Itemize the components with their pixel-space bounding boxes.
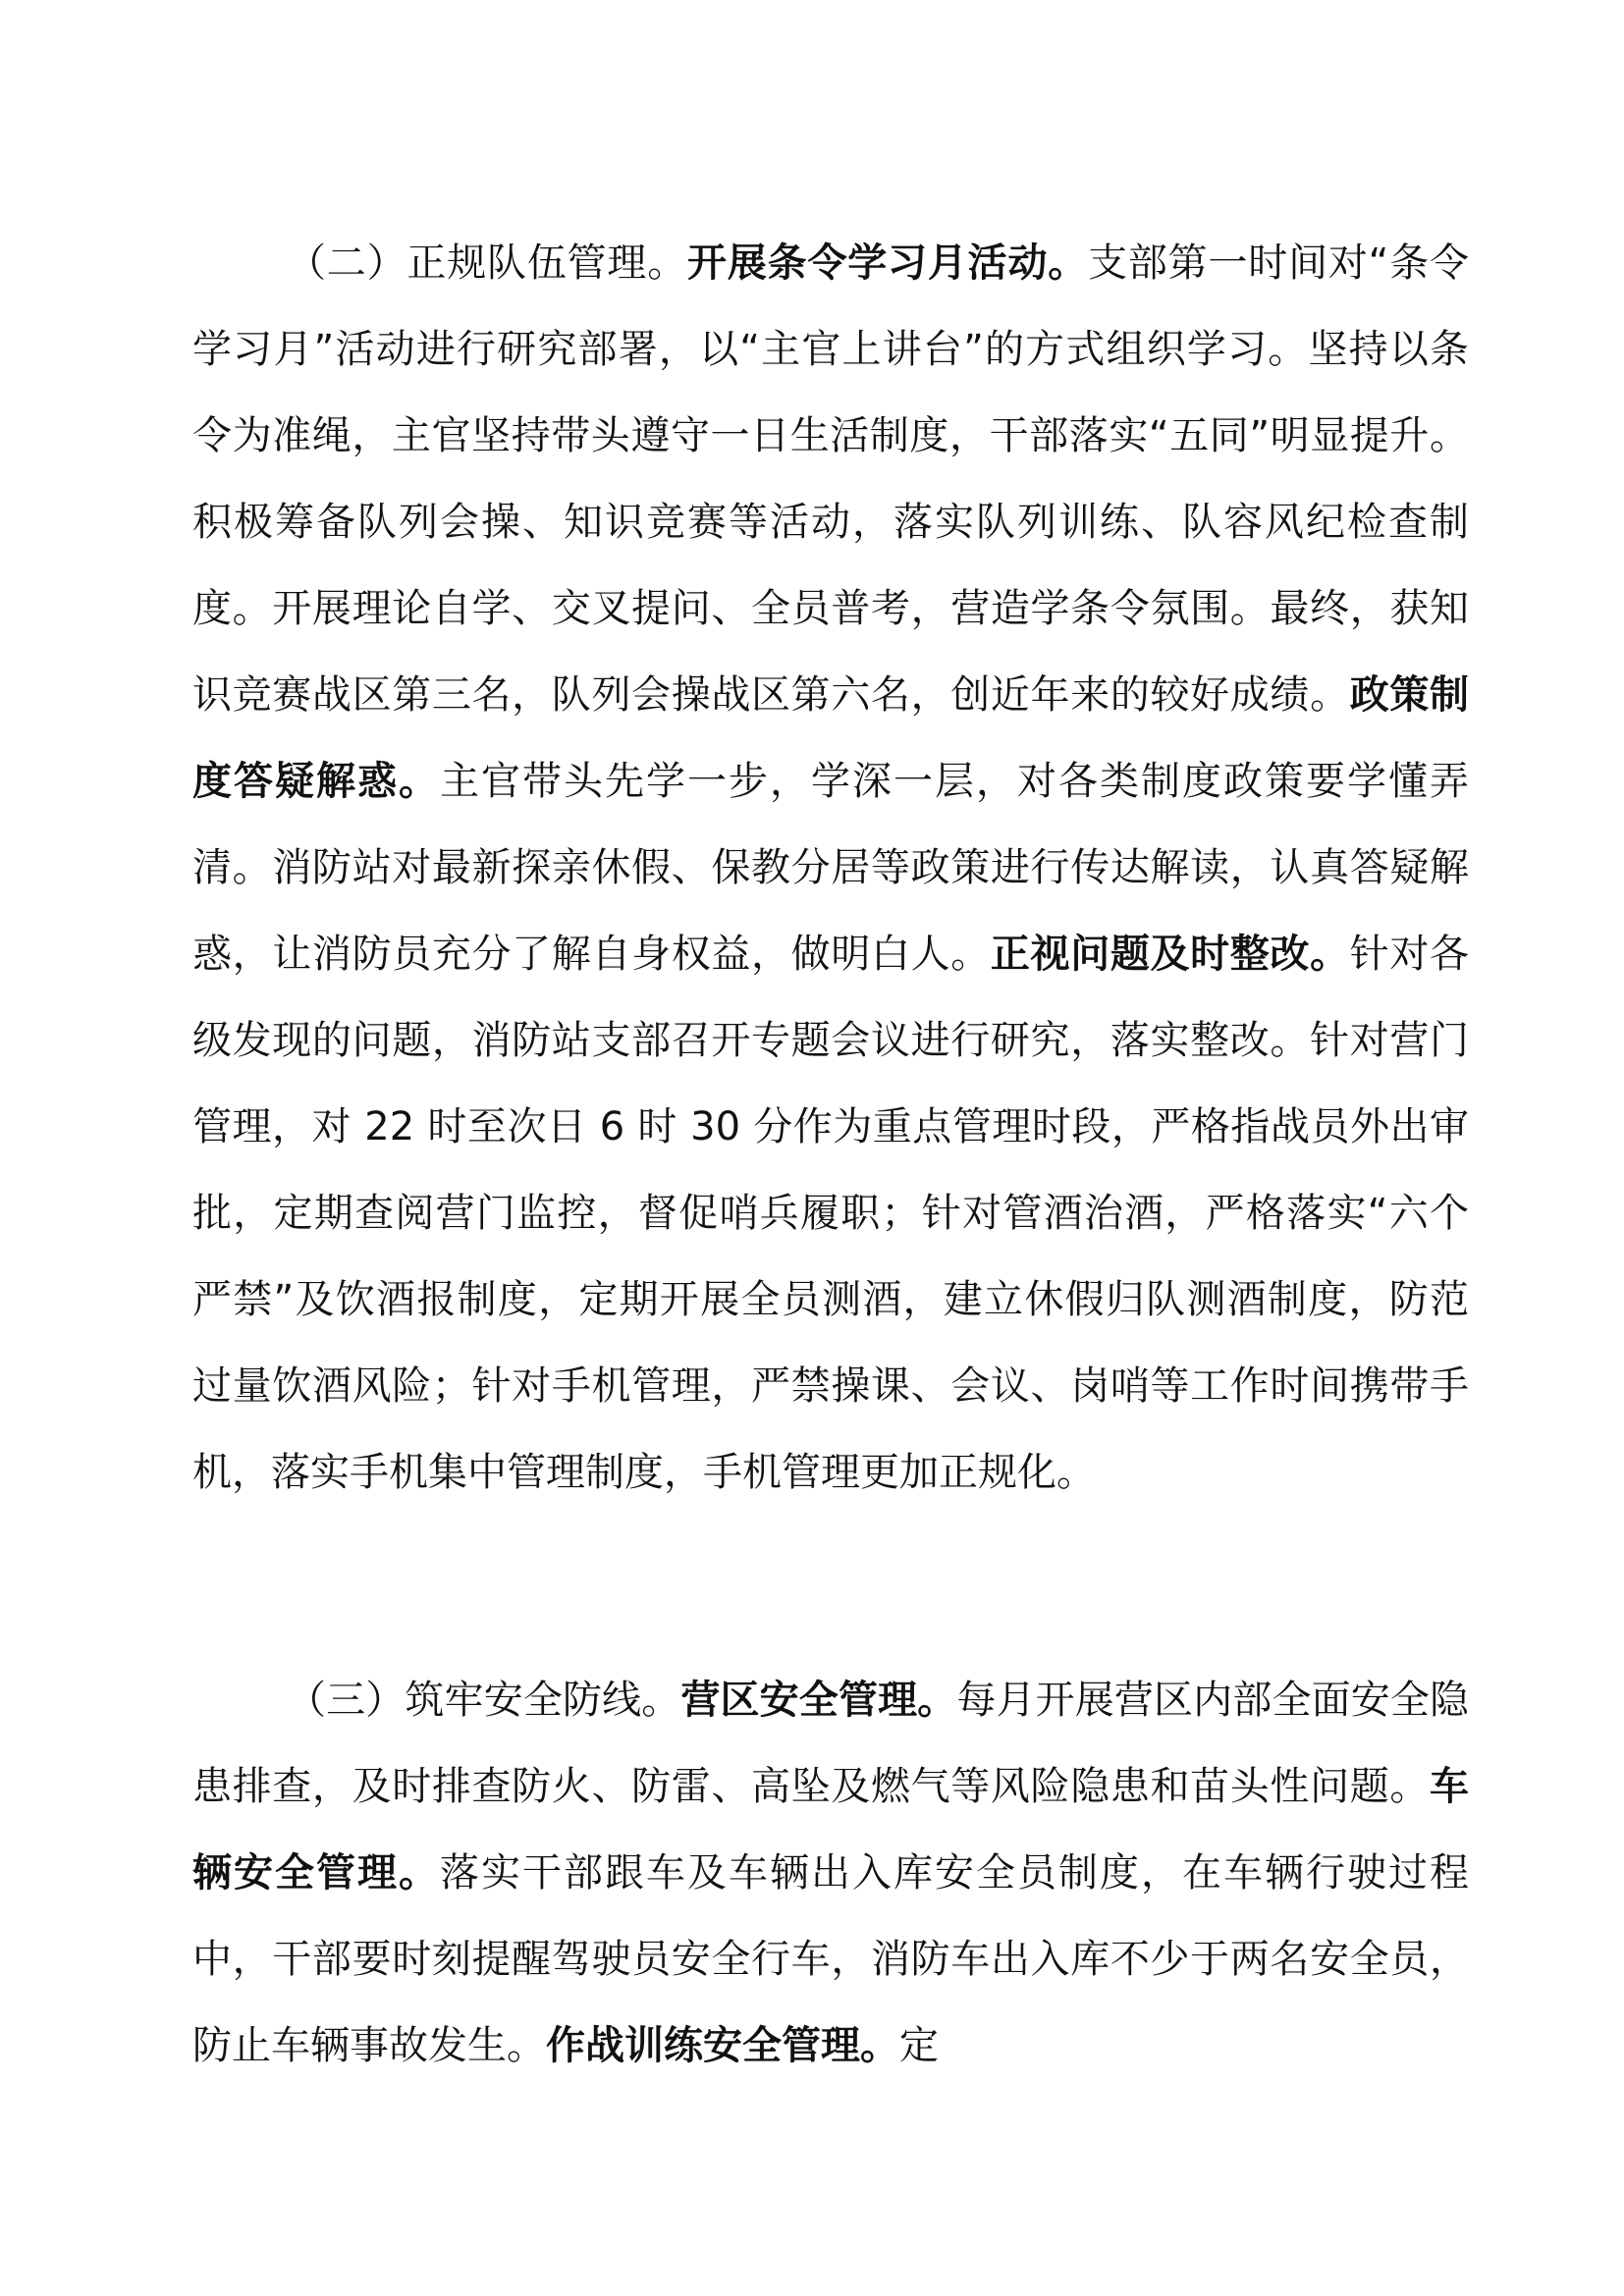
body-text: 落实干部跟车及车辆出入库安全员制度，在车辆行驶过程中，干部要时刻提醒驾驶员安全行车，消防车出入库不少于两名安全员，防止车辆事故发生。 [192, 1850, 1469, 2068]
bold-subheading: 作战训练安全管理。 [546, 2023, 899, 2068]
paragraph-safety-line [192, 1657, 1469, 2089]
paragraph-text [192, 1657, 1469, 2089]
paragraph-text [192, 220, 1469, 1516]
body-text: 主官带头先学一步，学深一层，对各类制度政策要学懂弄清。消防站对最新探亲休假、保教分居等政策进行传达解读，认真答疑解惑，让消防员充分了解自身权益，做明白人。 [192, 759, 1469, 977]
bold-subheading: 车辆安全管理。 [192, 1764, 1469, 1896]
body-text: 定 [899, 2023, 939, 2068]
bold-subheading: 开展条令学习月活动。 [687, 240, 1089, 286]
bold-subheading: 政策制度答疑解惑。 [192, 672, 1470, 804]
body-text: 每月开展营区内部全面安全隐患排查，及时排查防火、防雷、高坠及燃气等风险隐患和苗头性问题。 [192, 1678, 1470, 1809]
bold-subheading: 营区安全管理。 [680, 1678, 957, 1723]
body-text: 支部第一时间对“条令学习月”活动进行研究部署，以“主官上讲台”的方式组织学习。坚持以条令为准绳，主官坚持带头遵守一日生活制度，干部落实“五同”明显提升。积极筹备队列会操、知识竞赛等活动，落实队列训练、队容风纪检查制度。开展理论自学、交叉提问、全员普考，营造学条令氛围。最终，获知识竞赛战区第三名，队列会操战区第六名，创近年来的较好成绩。 [192, 240, 1470, 718]
section-heading: （二）正规队伍管理。 [287, 240, 688, 286]
section-heading: （三）筑牢安全防线。 [287, 1678, 681, 1723]
bold-subheading: 正视问题及时整改。 [990, 932, 1350, 977]
paragraph-team-management [192, 220, 1469, 1516]
body-text: 针对各级发现的问题，消防站支部召开专题会议进行研究，落实整改。针对营门管理，对 22 时至次日 6 时 30 分作为重点管理时段，严格指战员外出审批，定期查阅营门监控，督促哨兵履职；针对管酒治酒，严格落实“六个严禁”及饮酒报制度，定期开展全员测酒，建立休假归队测酒制度，防范过量饮酒风险；针对手机管理，严禁操课、会议、岗哨等工作时间携带手机，落实手机集中管理制度，手机管理更加正规化。 [192, 932, 1470, 1495]
